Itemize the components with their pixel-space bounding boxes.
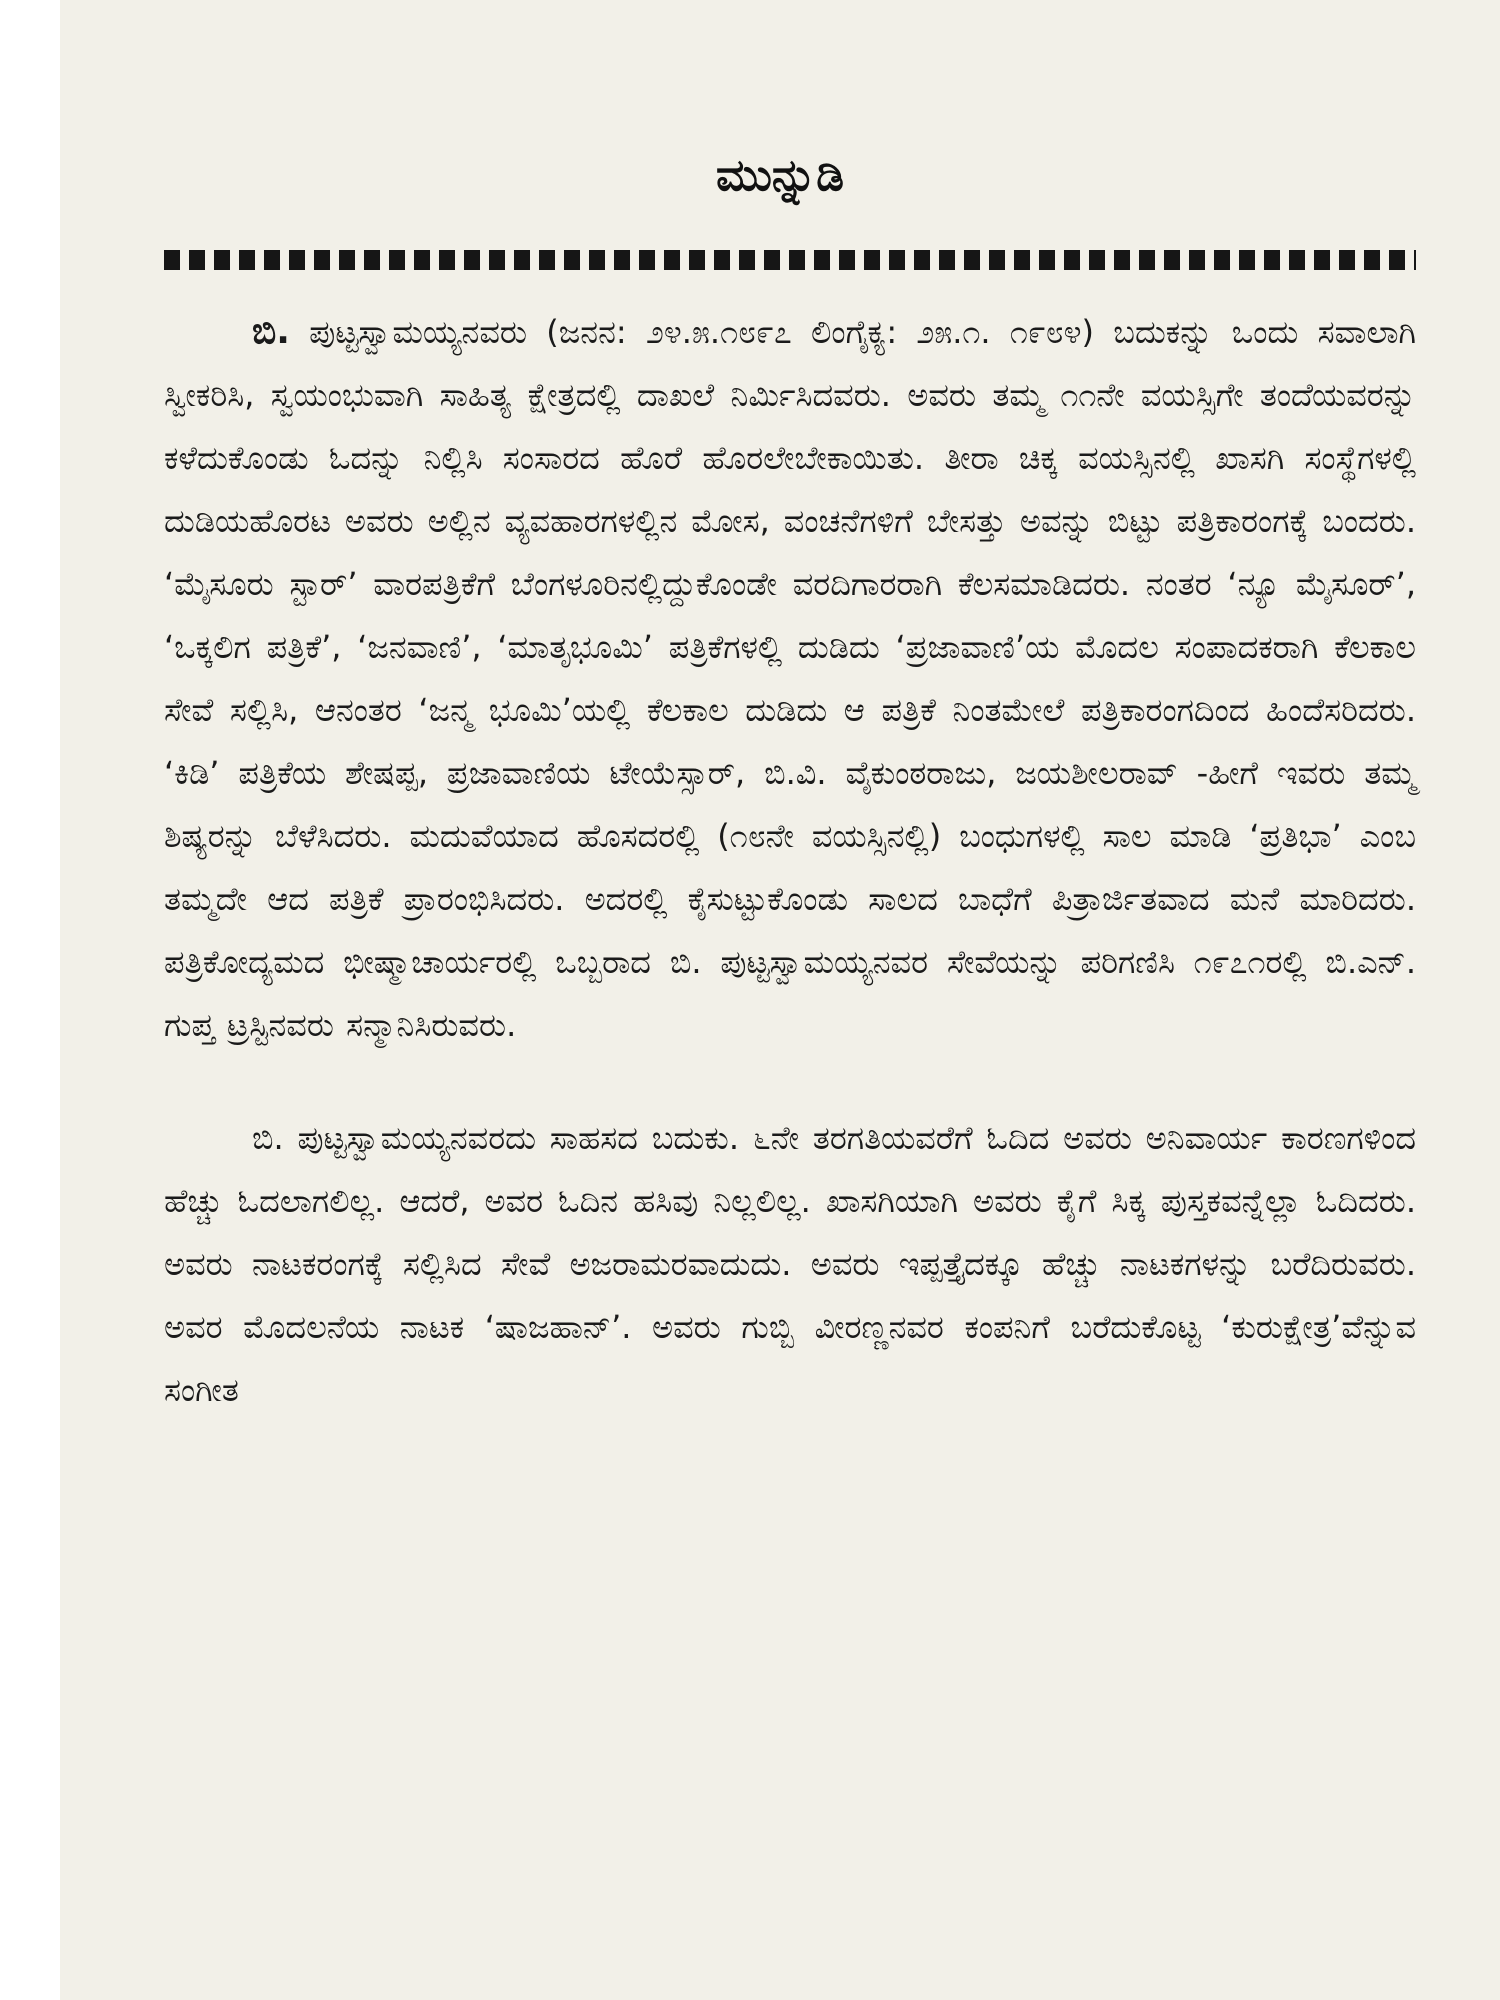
paragraph-2	[164, 1107, 1416, 1422]
paragraph-1-text: ಪುಟ್ಟಸ್ವಾಮಯ್ಯನವರು (ಜನನ: ೨೪.೫.೧೮೯೭ ಲಿಂಗೈಕ್ಯ: ೨೫.೧. ೧೯೮೪) ಬದುಕನ್ನು ಒಂದು ಸವಾಲಾಗಿ ಸ್ವೀಕರಿಸಿ, ಸ್ವಯಂಭುವಾಗಿ ಸಾಹಿತ್ಯ ಕ್ಷೇತ್ರದಲ್ಲಿ ದಾಖಲೆ ನಿರ್ಮಿಸಿದವರು. ಅವರು ತಮ್ಮ ೧೧ನೇ ವಯಸ್ಸಿಗೇ ತಂದೆಯವರನ್ನು ಕಳೆದುಕೊಂಡು ಓದನ್ನು ನಿಲ್ಲಿಸಿ ಸಂಸಾರದ ಹೊರೆ ಹೊರಲೇಬೇಕಾಯಿತು. ತೀರಾ ಚಿಕ್ಕ ವಯಸ್ಸಿನಲ್ಲಿ ಖಾಸಗಿ ಸಂಸ್ಥೆಗಳಲ್ಲಿ ದುಡಿಯಹೊರಟ ಅವರು ಅಲ್ಲಿನ ವ್ಯವಹಾರಗಳಲ್ಲಿನ ಮೋಸ, ವಂಚನೆಗಳಿಗೆ ಬೇಸತ್ತು ಅವನ್ನು ಬಿಟ್ಟು ಪತ್ರಿಕಾರಂಗಕ್ಕೆ ಬಂದರು. ‘ಮೈಸೂರು ಸ್ಟಾರ್’ ವಾರಪತ್ರಿಕೆಗೆ ಬೆಂಗಳೂರಿನಲ್ಲಿದ್ದುಕೊಂಡೇ ವರದಿಗಾರರಾಗಿ ಕೆಲಸಮಾಡಿದರು. ನಂತರ ‘ನ್ಯೂ ಮೈಸೂರ್’, ‘ಒಕ್ಕಲಿಗ ಪತ್ರಿಕೆ’, ‘ಜನವಾಣಿ’, ‘ಮಾತೃಭೂಮಿ’ ಪತ್ರಿಕೆಗಳಲ್ಲಿ ದುಡಿದು ‘ಪ್ರಜಾವಾಣಿ’ಯ ಮೊದಲ ಸಂಪಾದಕರಾಗಿ ಕೆಲಕಾಲ ಸೇವೆ ಸಲ್ಲಿಸಿ, ಆನಂತರ ‘ಜನ್ಮ ಭೂಮಿ’ಯಲ್ಲಿ ಕೆಲಕಾಲ ದುಡಿದು ಆ ಪತ್ರಿಕೆ ನಿಂತಮೇಲೆ ಪತ್ರಿಕಾರಂಗದಿಂದ ಹಿಂದೆಸರಿದರು. ‘ಕಿಡಿ’ ಪತ್ರಿಕೆಯ ಶೇಷಪ್ಪ, ಪ್ರಜಾವಾಣಿಯ ಟೇಯೆಸ್ಸಾರ್, ಬಿ.ವಿ. ವೈಕುಂಠರಾಜು, ಜಯಶೀಲರಾವ್ -ಹೀಗೆ ಇವರು ತಮ್ಮ ಶಿಷ್ಯರನ್ನು ಬೆಳೆಸಿದರು. ಮದುವೆಯಾದ ಹೊಸದರಲ್ಲಿ (೧೮ನೇ ವಯಸ್ಸಿನಲ್ಲಿ) ಬಂಧುಗಳಲ್ಲಿ ಸಾಲ ಮಾಡಿ ‘ಪ್ರತಿಭಾ’ ಎಂಬ ತಮ್ಮದೇ ಆದ ಪತ್ರಿಕೆ ಪ್ರಾರಂಭಿಸಿದರು. ಅದರಲ್ಲಿ ಕೈಸುಟ್ಟುಕೊಂಡು ಸಾಲದ ಬಾಧೆಗೆ ಪಿತ್ರಾರ್ಜಿತವಾದ ಮನೆ ಮಾರಿದರು. ಪತ್ರಿಕೋದ್ಯಮದ ಭೀಷ್ಮಾಚಾರ್ಯರಲ್ಲಿ ಒಬ್ಬರಾದ ಬಿ. ಪುಟ್ಟಸ್ವಾಮಯ್ಯನವರ ಸೇವೆಯನ್ನು ಪರಿಗಣಿಸಿ ೧೯೭೧ರಲ್ಲಿ ಬಿ.ಎನ್. ಗುಪ್ತ ಟ್ರಸ್ಟಿನವರು ಸನ್ಮಾನಿಸಿರುವರು.	[164, 313, 1416, 1044]
body-text	[164, 300, 1416, 1422]
book-page	[60, 0, 1500, 2000]
paragraph-2-text: ಬಿ. ಪುಟ್ಟಸ್ವಾಮಯ್ಯನವರದು ಸಾಹಸದ ಬದುಕು. ೬ನೇ ತರಗತಿಯವರೆಗೆ ಓದಿದ ಅವರು ಅನಿವಾರ್ಯ ಕಾರಣಗಳಿಂದ ಹೆಚ್ಚು ಓದಲಾಗಲಿಲ್ಲ. ಆದರೆ, ಅವರ ಓದಿನ ಹಸಿವು ನಿಲ್ಲಲಿಲ್ಲ. ಖಾಸಗಿಯಾಗಿ ಅವರು ಕೈಗೆ ಸಿಕ್ಕ ಪುಸ್ತಕವನ್ನೆಲ್ಲಾ ಓದಿದರು. ಅವರು ನಾಟಕರಂಗಕ್ಕೆ ಸಲ್ಲಿಸಿದ ಸೇವೆ ಅಜರಾಮರವಾದುದು. ಅವರು ಇಪ್ಪತ್ತೈದಕ್ಕೂ ಹೆಚ್ಚು ನಾಟಕಗಳನ್ನು ಬರೆದಿರುವರು. ಅವರ ಮೊದಲನೆಯ ನಾಟಕ ‘ಷಾಜಹಾನ್’. ಅವರು ಗುಬ್ಬಿ ವೀರಣ್ಣನವರ ಕಂಪನಿಗೆ ಬರೆದುಕೊಟ್ಟ ‘ಕುರುಕ್ಷೇತ್ರ’ವೆನ್ನುವ ಸಂಗೀತ	[164, 1119, 1416, 1409]
page-title: ಮುನ್ನುಡಿ	[716, 150, 844, 201]
paragraph-1	[164, 300, 1416, 1057]
dotted-divider	[164, 250, 1416, 270]
paragraph-1-lead: ಬಿ.	[252, 311, 290, 352]
